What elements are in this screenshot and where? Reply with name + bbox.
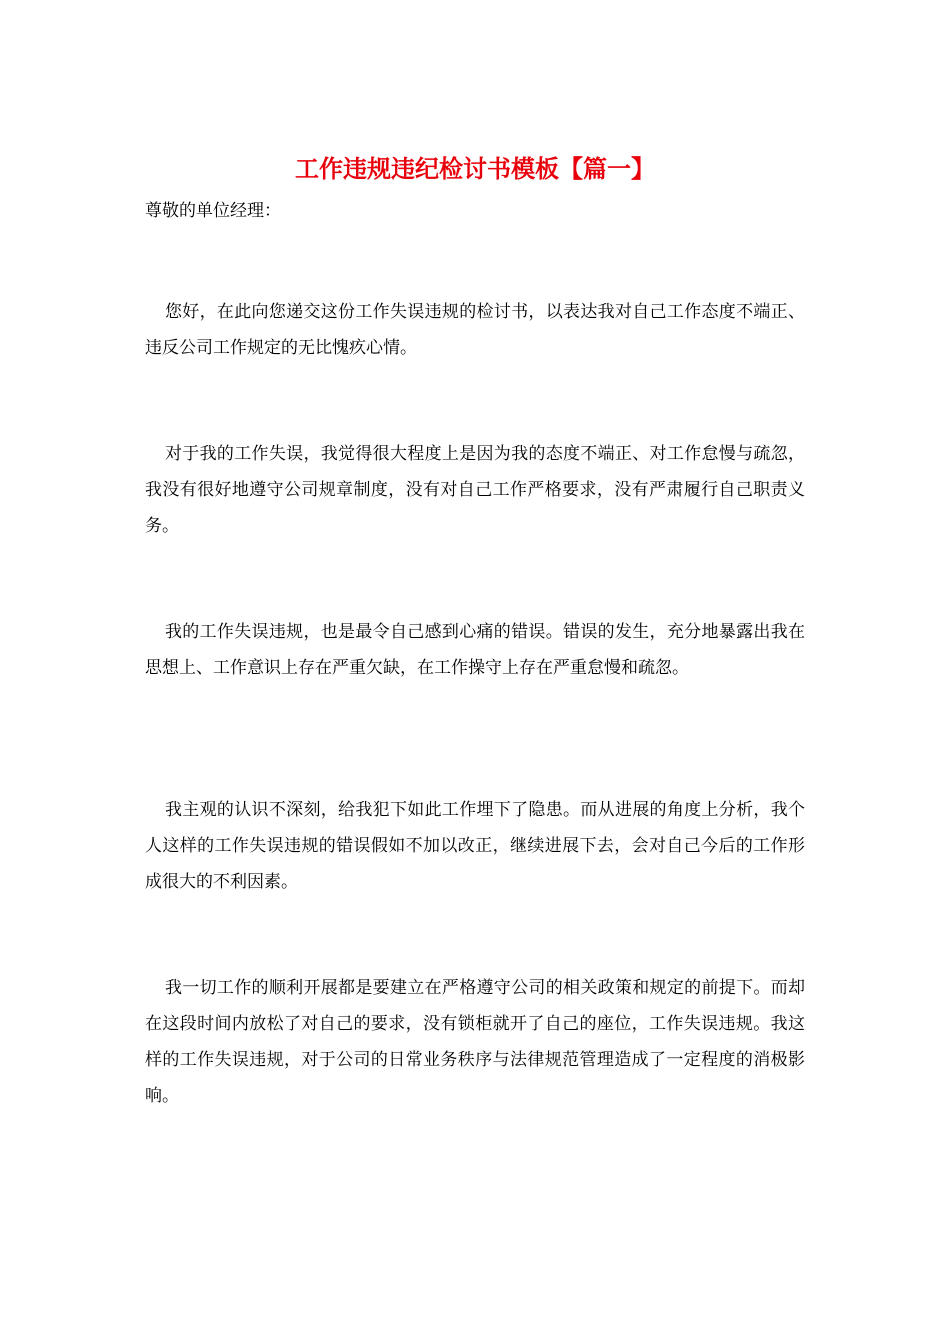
salutation: 尊敬的单位经理：	[145, 201, 281, 221]
paragraph-1: 您好，在此向您递交这份工作失误违规的检讨书，以表达我对自己工作态度不端正、违反公司工作规定的无比愧疚心情。	[145, 302, 805, 358]
document-title: 工作违规违纪检讨书模板【篇一】	[295, 154, 655, 183]
paragraph-4: 我主观的认识不深刻，给我犯下如此工作埋下了隐患。而从进展的角度上分析，我个人这样的工作失误违规的错误假如不加以改正，继续进展下去，会对自己今后的工作形成很大的不利因素。	[145, 800, 805, 892]
paragraph-5: 我一切工作的顺利开展都是要建立在严格遵守公司的相关政策和规定的前提下。而却在这段时间内放松了对自己的要求，没有锁柜就开了自己的座位，工作失误违规。我这样的工作失误违规，对于公司的日常业务秩序与法律规范管理造成了一定程度的消极影响。	[145, 978, 805, 1106]
paragraph-2: 对于我的工作失误，我觉得很大程度上是因为我的态度不端正、对工作怠慢与疏忽，我没有很好地遵守公司规章制度，没有对自己工作严格要求，没有严肃履行自己职责义务。	[145, 444, 805, 536]
paragraph-3: 我的工作失误违规，也是最令自己感到心痛的错误。错误的发生，充分地暴露出我在思想上、工作意识上存在严重欠缺，在工作操守上存在严重怠慢和疏忽。	[145, 622, 805, 678]
